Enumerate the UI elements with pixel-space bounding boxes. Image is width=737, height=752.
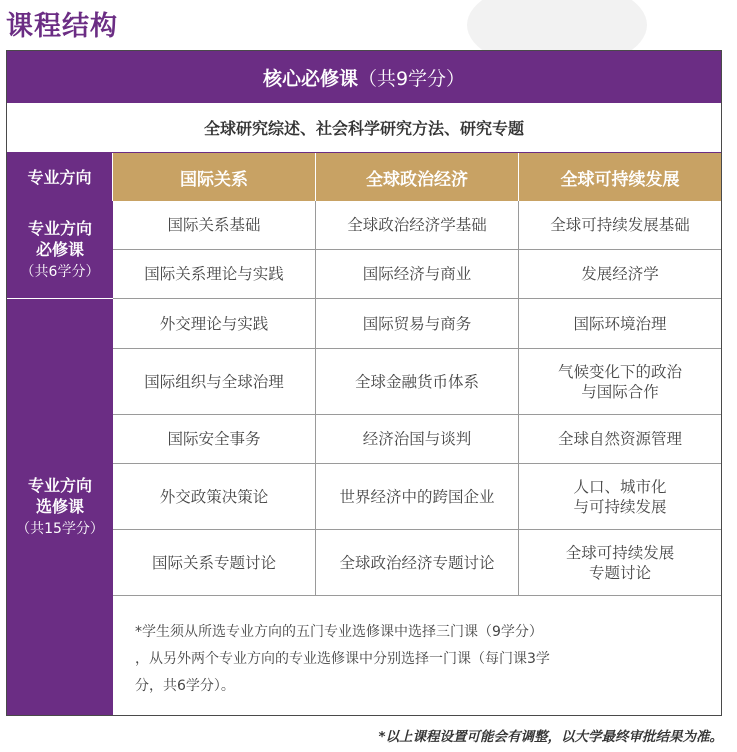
required-label-line: 必修课 — [35, 239, 84, 259]
required-credits: （共6学分） — [20, 263, 100, 280]
required-course-cell: 全球可持续发展基础 — [519, 201, 721, 250]
core-courses: 全球研究综述、社会科学研究方法、研究专题 — [7, 103, 721, 153]
note-line: 分，共6学分）。 — [135, 678, 235, 694]
course-structure-table — [6, 50, 722, 716]
required-label — [7, 201, 113, 299]
elective-course-cell: 气候变化下的政治 与国际合作 — [519, 349, 721, 415]
required-course-cell: 国际关系理论与实践 — [113, 250, 316, 299]
note-line: *学生须从所选专业方向的五门专业选修课中选择三门课（9学分） — [135, 624, 543, 640]
elective-course-cell: 全球金融货币体系 — [316, 349, 519, 415]
elective-course-cell: 国际安全事务 — [113, 415, 316, 464]
track-header-sustainable-development: 全球可持续发展 — [519, 153, 721, 201]
elective-label-text — [28, 475, 92, 517]
elective-credits: （共15学分） — [16, 521, 104, 537]
track-header-international-relations: 国际关系 — [113, 153, 316, 201]
elective-course-cell: 国际组织与全球治理 — [113, 349, 316, 415]
elective-course-cell: 国际关系专题讨论 — [113, 530, 316, 596]
elective-label-line: 选修课 — [35, 497, 84, 516]
elective-course-cell: 全球自然资源管理 — [519, 415, 721, 464]
elective-course-cell: 全球可持续发展 专题讨论 — [519, 530, 721, 596]
required-course-cell: 国际经济与商业 — [316, 250, 519, 299]
elective-course-cell: 人口、城市化 与可持续发展 — [519, 464, 721, 530]
elective-note — [113, 599, 721, 715]
core-header — [7, 51, 721, 103]
required-course-cell: 国际关系基础 — [113, 201, 316, 250]
required-course-cell: 全球政治经济学基础 — [316, 201, 519, 250]
elective-label-line: 专业方向 — [27, 476, 92, 495]
track-header-label-text: 专业方向 — [27, 167, 92, 187]
elective-course-cell: 世界经济中的跨国企业 — [316, 464, 519, 530]
footnote: *以上课程设置可能会有调整，以大学最终审批结果为准。 — [378, 729, 723, 745]
page-title: 课程结构 — [6, 11, 118, 42]
core-credits: （共9学分） — [357, 67, 466, 90]
elective-course-cell: 国际贸易与商务 — [316, 299, 519, 349]
elective-course-cell: 经济治国与谈判 — [316, 415, 519, 464]
track-header-global-political-economy: 全球政治经济 — [316, 153, 519, 201]
core-title: 核心必修课 — [262, 67, 358, 90]
elective-course-cell: 全球政治经济专题讨论 — [316, 530, 519, 596]
required-label-line: 专业方向 — [27, 218, 92, 238]
note-line: ，从另外两个专业方向的专业选修课中分别选择一门课（每门课3学 — [135, 651, 550, 667]
required-course-cell: 发展经济学 — [519, 250, 721, 299]
elective-label — [7, 299, 113, 715]
elective-course-cell: 外交理论与实践 — [113, 299, 316, 349]
elective-course-cell: 外交政策决策论 — [113, 464, 316, 530]
elective-course-cell: 国际环境治理 — [519, 299, 721, 349]
required-label-text — [28, 218, 92, 260]
track-header-label — [7, 153, 113, 201]
